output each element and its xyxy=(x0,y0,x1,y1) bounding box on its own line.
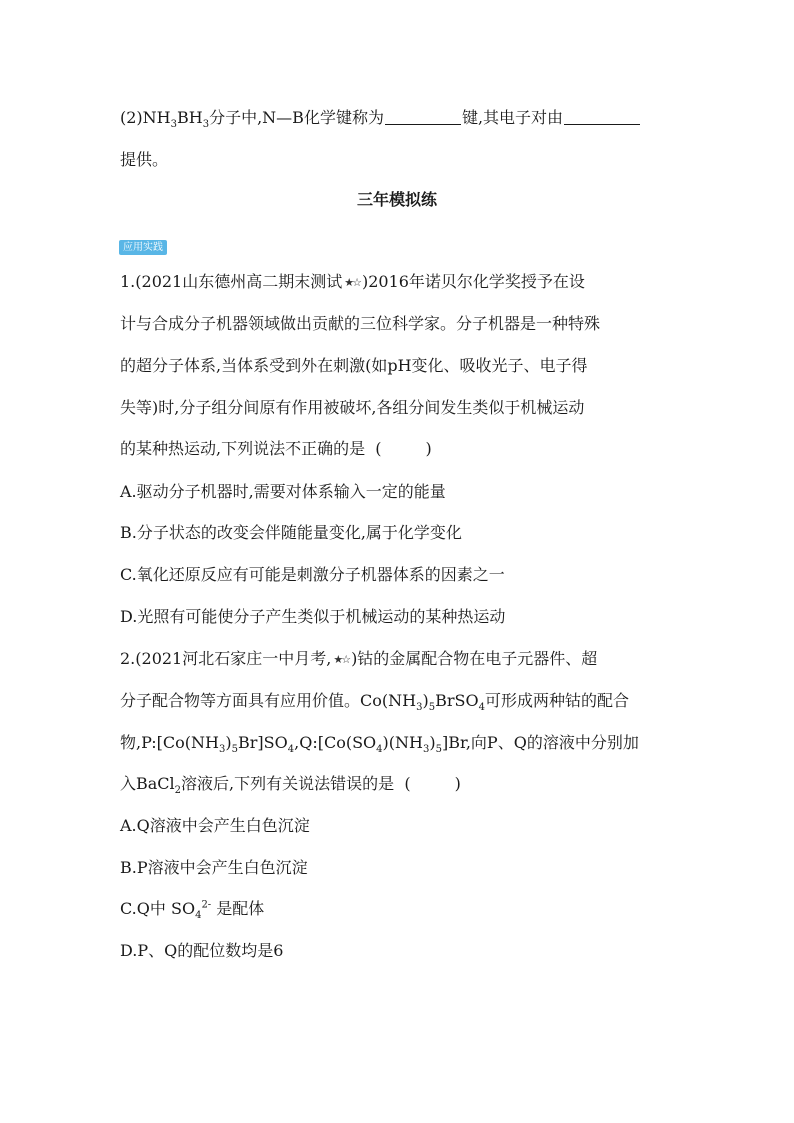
q1-option-c[interactable]: C.氧化还原反应有可能是刺激分子机器体系的因素之一 xyxy=(120,565,505,584)
answer-paren-open: ( xyxy=(375,439,382,458)
text-segment: 溶液后,下列有关说法错误的是 xyxy=(181,774,395,793)
text-segment: 入BaCl xyxy=(120,774,175,793)
q2-option-c[interactable] xyxy=(120,898,676,920)
text-segment: 的某种热运动,下列说法不正确的是 xyxy=(120,439,366,458)
subscript: 3 xyxy=(202,119,210,131)
q2-line-3 xyxy=(120,732,676,754)
answer-paren-close: ) xyxy=(425,439,432,458)
subscript: 3 xyxy=(170,119,177,131)
text-segment: ]Br,向P、Q的溶液中分别加 xyxy=(441,733,639,752)
question-2-line-1 xyxy=(120,107,676,129)
q2-line-2 xyxy=(120,690,676,712)
text-segment: )2016年诺贝尔化学奖授予在设 xyxy=(361,272,585,291)
text-segment: ) xyxy=(225,733,232,752)
ion-symbol: SO xyxy=(170,899,196,918)
superscript: 2- xyxy=(201,899,212,911)
q1-option-a[interactable]: A.驱动分子机器时,需要对体系输入一定的能量 xyxy=(120,482,446,501)
text-segment: 分子配合物等方面具有应用价值。Co(NH xyxy=(120,691,417,710)
text-segment: C.Q中 xyxy=(120,899,166,918)
q1-line-4: 失等)时,分子组分间原有作用被破坏,各组分间发生类似于机械运动 xyxy=(120,398,585,417)
q2-option-a[interactable]: A.Q溶液中会产生白色沉淀 xyxy=(120,816,310,835)
subscript: 5 xyxy=(435,744,442,756)
text-segment: )钴的金属配合物在电子元器件、超 xyxy=(351,649,598,668)
text-segment: 键,其电子对由 xyxy=(461,108,564,127)
q2-option-b[interactable]: B.P溶液中会产生白色沉淀 xyxy=(120,858,308,877)
question-source: (2021山东德州高二期末测试 xyxy=(135,272,343,291)
subscript: 5 xyxy=(231,744,238,756)
q2-line-4 xyxy=(120,773,676,795)
answer-blank-electron-pair[interactable] xyxy=(564,108,640,125)
question-source: (2021河北石家庄一中月考, xyxy=(135,649,332,668)
text-segment: )(NH xyxy=(382,733,423,752)
text-segment: (2)NH xyxy=(120,108,171,127)
text-segment: 可形成两种钴的配合 xyxy=(484,691,629,710)
text-segment: BrSO xyxy=(435,691,479,710)
category-tag: 应用实践 xyxy=(119,240,167,255)
question-2-line-2: 提供。 xyxy=(120,150,169,169)
text-segment: ) xyxy=(422,691,429,710)
q2-option-d[interactable]: D.P、Q的配位数均是6 xyxy=(120,941,284,960)
subscript: 4 xyxy=(478,702,485,714)
text-segment: 分子中,N—B化学键称为 xyxy=(209,108,384,127)
subscript: 2 xyxy=(174,785,182,797)
question-number: 1. xyxy=(120,272,136,291)
q1-option-d[interactable]: D.光照有可能使分子产生类似于机械运动的某种热运动 xyxy=(120,607,506,626)
text-segment: 物,P:[Co(NH xyxy=(120,733,219,752)
subscript: 5 xyxy=(428,702,436,714)
subscript: 3 xyxy=(416,702,423,714)
q2-line-1 xyxy=(120,648,676,671)
section-title: 三年模拟练 xyxy=(356,190,437,209)
q1-line-2: 计与合成分子机器领域做出贡献的三位科学家。分子机器是一种特殊 xyxy=(120,314,601,333)
subscript: 4 xyxy=(195,910,202,922)
difficulty-stars-icon: ★☆ xyxy=(344,276,360,289)
subscript: 4 xyxy=(376,744,383,756)
answer-paren-open: ( xyxy=(404,774,411,793)
answer-paren-close: ) xyxy=(454,774,461,793)
q1-line-3: 的超分子体系,当体系受到外在刺激(如pH变化、吸收光子、电子得 xyxy=(120,356,588,375)
answer-blank-bond-type[interactable] xyxy=(385,108,461,125)
subscript: 3 xyxy=(422,744,430,756)
text-segment: ) xyxy=(429,733,436,752)
text-segment: ,Q:[Co(SO xyxy=(294,733,377,752)
q1-line-1 xyxy=(120,271,676,294)
text-segment: BH xyxy=(177,108,203,127)
subscript: 4 xyxy=(287,744,295,756)
q1-line-5 xyxy=(120,438,676,460)
q1-option-b[interactable]: B.分子状态的改变会伴随能量变化,属于化学变化 xyxy=(120,523,462,542)
subscript: 3 xyxy=(219,744,226,756)
difficulty-stars-icon: ★☆ xyxy=(333,653,350,666)
question-number: 2. xyxy=(120,649,136,668)
text-segment: 是配体 xyxy=(216,899,265,918)
text-segment: Br]SO xyxy=(238,733,288,752)
sulfate-ion xyxy=(171,898,211,920)
